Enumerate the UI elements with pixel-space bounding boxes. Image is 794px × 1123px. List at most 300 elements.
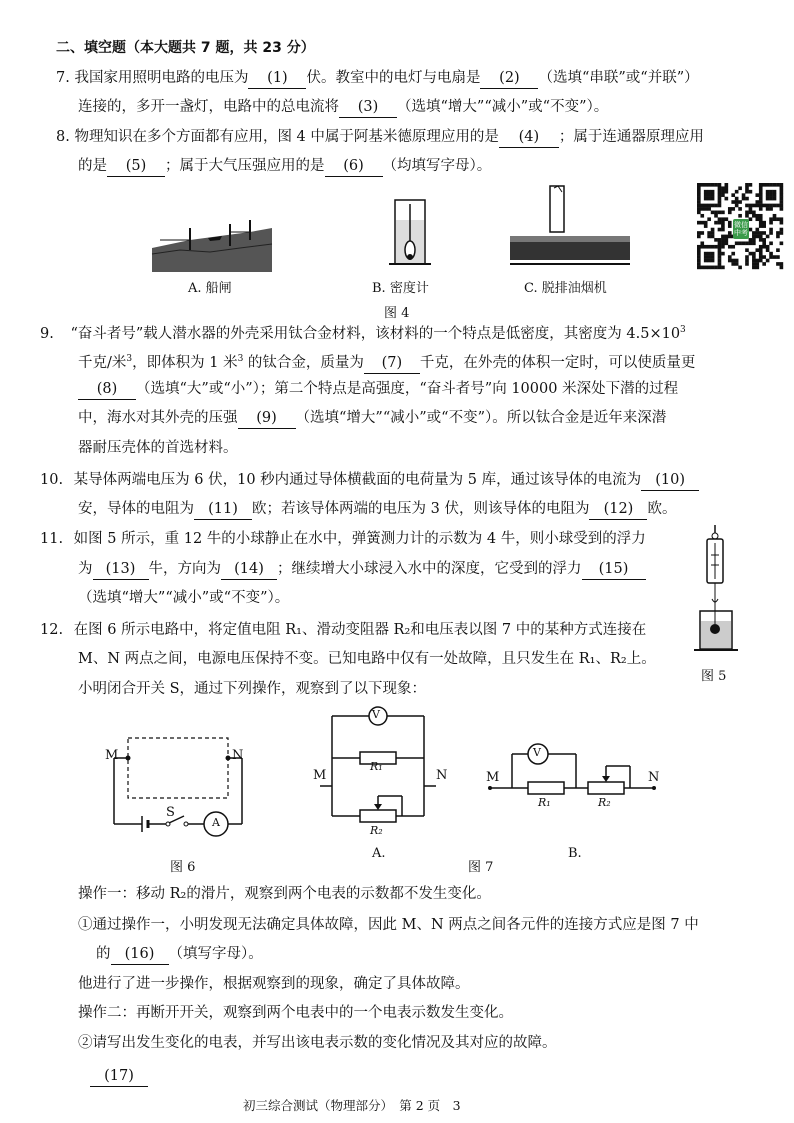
qr-module [749,241,753,245]
qr-module [725,197,729,201]
qr-module [766,190,770,194]
figure-5-caption: 图 5 [701,669,727,684]
qr-module [711,259,715,263]
qr-module [759,252,763,256]
qr-module [707,197,711,201]
qr-module [721,245,725,249]
figure-4-hydrometer [385,198,435,268]
figure-7b-circuit [488,736,658,796]
qr-module [707,266,711,270]
qr-module [780,183,784,187]
qr-module [773,193,777,197]
qr-module [766,197,770,201]
qr-module [711,193,715,197]
sub-question-2: ②请写出发生变化的电表，并写出该电表示数的变化情况及其对应的故障。 [78,1035,557,1051]
qr-module [769,231,773,235]
qr-module [731,252,735,256]
qr-module [745,183,749,187]
qr-module [728,235,732,239]
qr-module [762,262,766,266]
qr-module [728,245,732,249]
blank-9[interactable]: (9) [238,408,296,429]
qr-module [707,231,711,235]
qr-module [697,245,701,249]
blank-1[interactable]: (1) [248,68,306,89]
qr-module [752,241,756,245]
qr-module [718,252,722,256]
qr-module [769,197,773,201]
qr-module [711,197,715,201]
figure-4-ship-lock [150,210,275,275]
qr-module [766,235,770,239]
qr-module [759,248,763,252]
qr-module [755,214,759,218]
qr-module [700,204,704,208]
qr-module [759,221,763,225]
qr-module [697,200,701,204]
question-9-line-3: (8) （选填“大”或“小”）；第二个特点是高强度，“奋斗者号”向 10000 米深处下潜的过程 [78,379,678,400]
question-11-line-2: 为 (13) 牛，方向为 (14) ；继续增大小球浸入水中的深度，它受到的浮力 (15) [78,559,646,580]
qr-module [745,259,749,263]
qr-module [711,183,715,187]
qr-module [700,214,704,218]
question-7-line-2: 连接的，多开一盏灯，电路中的总电流将 (3) （选填“增大”“减小”或“不变”）。 [78,97,608,118]
blank-13[interactable]: (13) [93,559,149,580]
blank-14[interactable]: (14) [221,559,277,580]
qr-module [762,255,766,259]
question-number: 12. [40,622,64,638]
qr-module [718,221,722,225]
qr-module [759,186,763,190]
qr-module [735,204,739,208]
figure-7b-caption: B. [568,846,582,861]
figure-6-label-s: S [166,805,175,820]
question-11-line-3: （选填“增大”“减小”或“不变”）。 [78,590,290,606]
qr-module [769,252,773,256]
qr-module [762,183,766,187]
qr-module [749,217,753,221]
qr-module [755,228,759,232]
qr-module [759,207,763,211]
qr-module [745,197,749,201]
blank-15[interactable]: (15) [582,559,646,580]
question-8-line-2: 的是 (5) ；属于大气压强应用的是 (6) （均填写字母）。 [78,156,491,177]
qr-module [697,207,701,211]
qr-module [697,204,701,208]
qr-module [718,197,722,201]
qr-module [704,245,708,249]
qr-module [762,238,766,242]
blank-8[interactable]: (8) [78,379,136,400]
qr-module [752,255,756,259]
qr-module [731,200,735,204]
qr-module [745,262,749,266]
qr-module [718,255,722,259]
blank-17[interactable]: (17) [90,1066,148,1087]
question-10-line-1: 10. 某导体两端电压为 6 伏，10 秒内通过导体横截面的电荷量为 5 库，通过该导体的电流为 (10) [40,470,699,491]
qr-module [697,235,701,239]
qr-module [704,255,708,259]
figure-6-label-n: N [232,748,244,763]
qr-module [773,190,777,194]
qr-module [738,214,742,218]
qr-module [697,248,701,252]
qr-module [749,204,753,208]
qr-module [718,211,722,215]
qr-module [725,190,729,194]
qr-module [697,190,701,194]
qr-module [776,217,780,221]
qr-module [711,235,715,239]
qr-module [735,241,739,245]
qr-module [773,255,777,259]
qr-module [714,183,718,187]
qr-module [738,200,742,204]
qr-module [718,186,722,190]
qr-module [780,186,784,190]
qr-module [780,190,784,194]
qr-module [697,259,701,263]
sub-question-1-line-1: ①通过操作一，小明发现无法确定具体故障，因此 M、N 两点之间各元件的连接方式应是图 7 中 [78,917,699,933]
qr-module [752,231,756,235]
figure-4-label-a: A. 船闸 [188,281,232,296]
qr-module [721,211,725,215]
qr-module [714,221,718,225]
qr-module [714,211,718,215]
qr-module [718,238,722,242]
qr-module [707,245,711,249]
qr-module [735,200,739,204]
qr-module [697,252,701,256]
page-footer: 初三综合测试（物理部分） 第 2 页 3 [243,1098,461,1113]
qr-module [735,262,739,266]
blank-6[interactable]: (6) [325,156,383,177]
qr-module [755,217,759,221]
qr-module [752,262,756,266]
qr-module [718,241,722,245]
qr-module [711,228,715,232]
question-number: 7. [56,70,70,86]
qr-module [773,197,777,201]
qr-module [707,252,711,256]
figure-7a-label-m: M [313,768,327,783]
qr-module [718,228,722,232]
qr-module [773,214,777,218]
qr-module [749,211,753,215]
qr-module [755,193,759,197]
qr-module [752,252,756,256]
qr-module [759,238,763,242]
qr-module [728,231,732,235]
qr-module [721,221,725,225]
figure-7a-label-r1: R₁ [370,760,383,773]
figure-7-caption: 图 7 [468,860,494,875]
qr-module [749,252,753,256]
question-11-line-1: 11. 如图 5 所示，重 12 牛的小球静止在水中，弹簧测力计的示数为 4 牛，则小球受到的浮力 [40,531,646,547]
qr-module [759,197,763,201]
figure-7b-label-r1: R₁ [538,796,551,809]
qr-module [728,207,732,211]
qr-module [700,183,704,187]
qr-module [755,200,759,204]
qr-module [773,183,777,187]
qr-module [759,231,763,235]
further-step: 他进行了进一步操作，根据观察到的现象，确定了具体故障。 [78,976,470,992]
qr-module [731,207,735,211]
qr-module [738,266,742,270]
figure-6-caption: 图 6 [170,860,196,875]
qr-module [769,228,773,232]
blank-3[interactable]: (3) [339,97,397,118]
question-12-line-3: 小明闭合开关 S，通过下列操作，观察到了以下现象： [78,681,427,697]
figure-4-range-hood [510,182,630,272]
answer-line-17 [90,1066,148,1087]
sub-question-1-line-2: 的 (16) （填写字母）。 [96,944,263,965]
qr-module [745,255,749,259]
qr-module [725,238,729,242]
qr-module [745,190,749,194]
qr-module [769,204,773,208]
qr-module [725,186,729,190]
figure-7b-label-n: N [648,770,660,785]
qr-module [704,221,708,225]
qr-module [780,241,784,245]
qr-module [759,245,763,249]
qr-module [704,259,708,263]
blank-7[interactable]: (7) [364,353,420,374]
blank-12[interactable]: (12) [589,499,647,520]
qr-module [711,204,715,208]
qr-module [718,204,722,208]
operation-1: 操作一：移动 R₂的滑片，观察到两个电表的示数都不发生变化。 [78,886,491,902]
question-9-line-5: 器耐压壳体的首选材料。 [78,440,238,456]
qr-module [766,245,770,249]
figure-4-caption: 图 4 [384,306,410,321]
qr-module [752,238,756,242]
qr-module [759,259,763,263]
qr-module [780,221,784,225]
qr-module [721,235,725,239]
blank-5[interactable]: (5) [107,156,165,177]
qr-module [718,183,722,187]
qr-module [711,245,715,249]
qr-module [707,190,711,194]
qr-module [711,255,715,259]
qr-module [759,255,763,259]
qr-module [780,266,784,270]
qr-module [721,193,725,197]
qr-module [769,255,773,259]
qr-module [766,193,770,197]
qr-module [697,197,701,201]
qr-module [759,183,763,187]
qr-module [742,197,746,201]
qr-module [735,197,739,201]
qr-module [704,193,708,197]
qr-module [769,193,773,197]
qr-module [718,193,722,197]
qr-module [776,255,780,259]
qr-module [718,217,722,221]
blank-16[interactable]: (16) [111,944,169,965]
qr-module [759,224,763,228]
qr-module [745,241,749,245]
qr-module [735,259,739,263]
qr-module [714,245,718,249]
qr-module [780,200,784,204]
qr-module [755,259,759,263]
qr-module [769,207,773,211]
qr-module [728,211,732,215]
qr-module [766,183,770,187]
qr-module [718,248,722,252]
qr-module [707,259,711,263]
qr-module [704,197,708,201]
qr-module [700,241,704,245]
qr-module [704,252,708,256]
question-number: 8. [56,129,70,145]
qr-module [721,186,725,190]
qr-module [776,235,780,239]
question-number: 10. [40,472,64,488]
voltmeter-icon: V [372,708,380,721]
section-title: 二、填空题（本大题共 7 题，共 23 分） [56,40,315,56]
qr-module [731,262,735,266]
question-9-line-4: 中，海水对其外壳的压强 (9) （选填“增大”“减小”或“不变”）。所以钛合金是近年来深潜 [78,408,666,429]
qr-module [780,262,784,266]
qr-module [718,262,722,266]
qr-module [718,266,722,270]
qr-module [773,217,777,221]
qr-module [728,255,732,259]
qr-module [755,248,759,252]
qr-module [721,266,725,270]
qr-module [700,207,704,211]
qr-module [749,190,753,194]
qr-module [718,190,722,194]
qr-module [725,217,729,221]
qr-module [704,183,708,187]
qr-module [745,211,749,215]
blank-2[interactable]: (2) [480,68,538,89]
qr-module [745,186,749,190]
qr-module [769,221,773,225]
qr-module [762,245,766,249]
qr-module [731,193,735,197]
qr-module [697,211,701,215]
qr-module [755,266,759,270]
question-8-line-1: 8. 物理知识在多个方面都有应用，图 4 中属于阿基米德原理应用的是 (4) ；属于连通器原理应用 [56,127,704,148]
blank-11[interactable]: (11) [194,499,252,520]
qr-module [755,204,759,208]
qr-module [759,190,763,194]
qr-module [718,259,722,263]
qr-module [762,204,766,208]
figure-6-label-m: M [105,748,119,763]
ammeter-icon: A [212,816,220,829]
qr-module [769,190,773,194]
qr-module [704,207,708,211]
blank-4[interactable]: (4) [499,127,559,148]
qr-module [700,266,704,270]
qr-module [752,235,756,239]
qr-module [776,262,780,266]
qr-module [759,200,763,204]
figure-7b-label-r2: R₂ [598,796,611,809]
qr-module [697,262,701,266]
qr-module [725,235,729,239]
qr-module [721,217,725,221]
qr-center-badge: 微信中考 [734,221,748,237]
qr-module [766,207,770,211]
qr-module [762,221,766,225]
qr-module [697,193,701,197]
qr-module [755,262,759,266]
qr-module [780,207,784,211]
qr-module [745,214,749,218]
figure-4-label-b: B. 密度计 [372,281,429,296]
qr-module [780,231,784,235]
qr-module [769,217,773,221]
qr-module [776,204,780,208]
qr-module [780,197,784,201]
operation-2: 操作二：再断开开关，观察到两个电表中的一个电表示数发生变化。 [78,1005,513,1021]
qr-module [780,204,784,208]
qr-module [707,204,711,208]
qr-module [721,238,725,242]
qr-module [714,266,718,270]
figure-7b-label-m: M [486,770,500,785]
qr-module [752,204,756,208]
figure-7a-label-n: N [436,768,448,783]
qr-module [728,259,732,263]
voltmeter-icon: V [533,746,541,759]
qr-module [742,193,746,197]
qr-module [780,217,784,221]
question-9-line-2: 千克/米$^3$，即体积为 1 米$^3$ 的钛合金，质量为 (7) 千克，在外壳的体积一定时，可以使质量更 [78,349,695,374]
qr-module [700,231,704,235]
qr-module [697,266,701,270]
figure-7a-caption: A. [372,846,386,861]
qr-module [711,266,715,270]
qr-module [762,241,766,245]
qr-module [742,241,746,245]
qr-module [759,235,763,239]
qr-module [711,211,715,215]
qr-module [766,259,770,263]
qr-module [755,231,759,235]
qr-module [707,255,711,259]
qr-module [731,245,735,249]
qr-module [752,259,756,263]
blank-10[interactable]: (10) [641,470,699,491]
qr-module [762,231,766,235]
qr-module [725,241,729,245]
qr-module [752,211,756,215]
question-12-line-1: 12. 在图 6 所示电路中，将定值电阻 R₁、滑动变阻器 R₂和电压表以图 7 中的某种方式连接在 [40,622,647,638]
qr-module [697,221,701,225]
figure-7a-label-r2: R₂ [370,824,383,837]
qr-module [721,228,725,232]
qr-module [755,235,759,239]
qr-module [738,186,742,190]
qr-module [766,248,770,252]
figure-5-spring-scale [692,525,742,665]
qr-module [780,228,784,232]
qr-module [700,245,704,249]
question-number: 9. [40,325,54,342]
question-12-line-2: M、N 两点之间，电源电压保持不变。已知电路中仅有一处故障，且只发生在 R₁、R₂上。 [78,651,656,667]
